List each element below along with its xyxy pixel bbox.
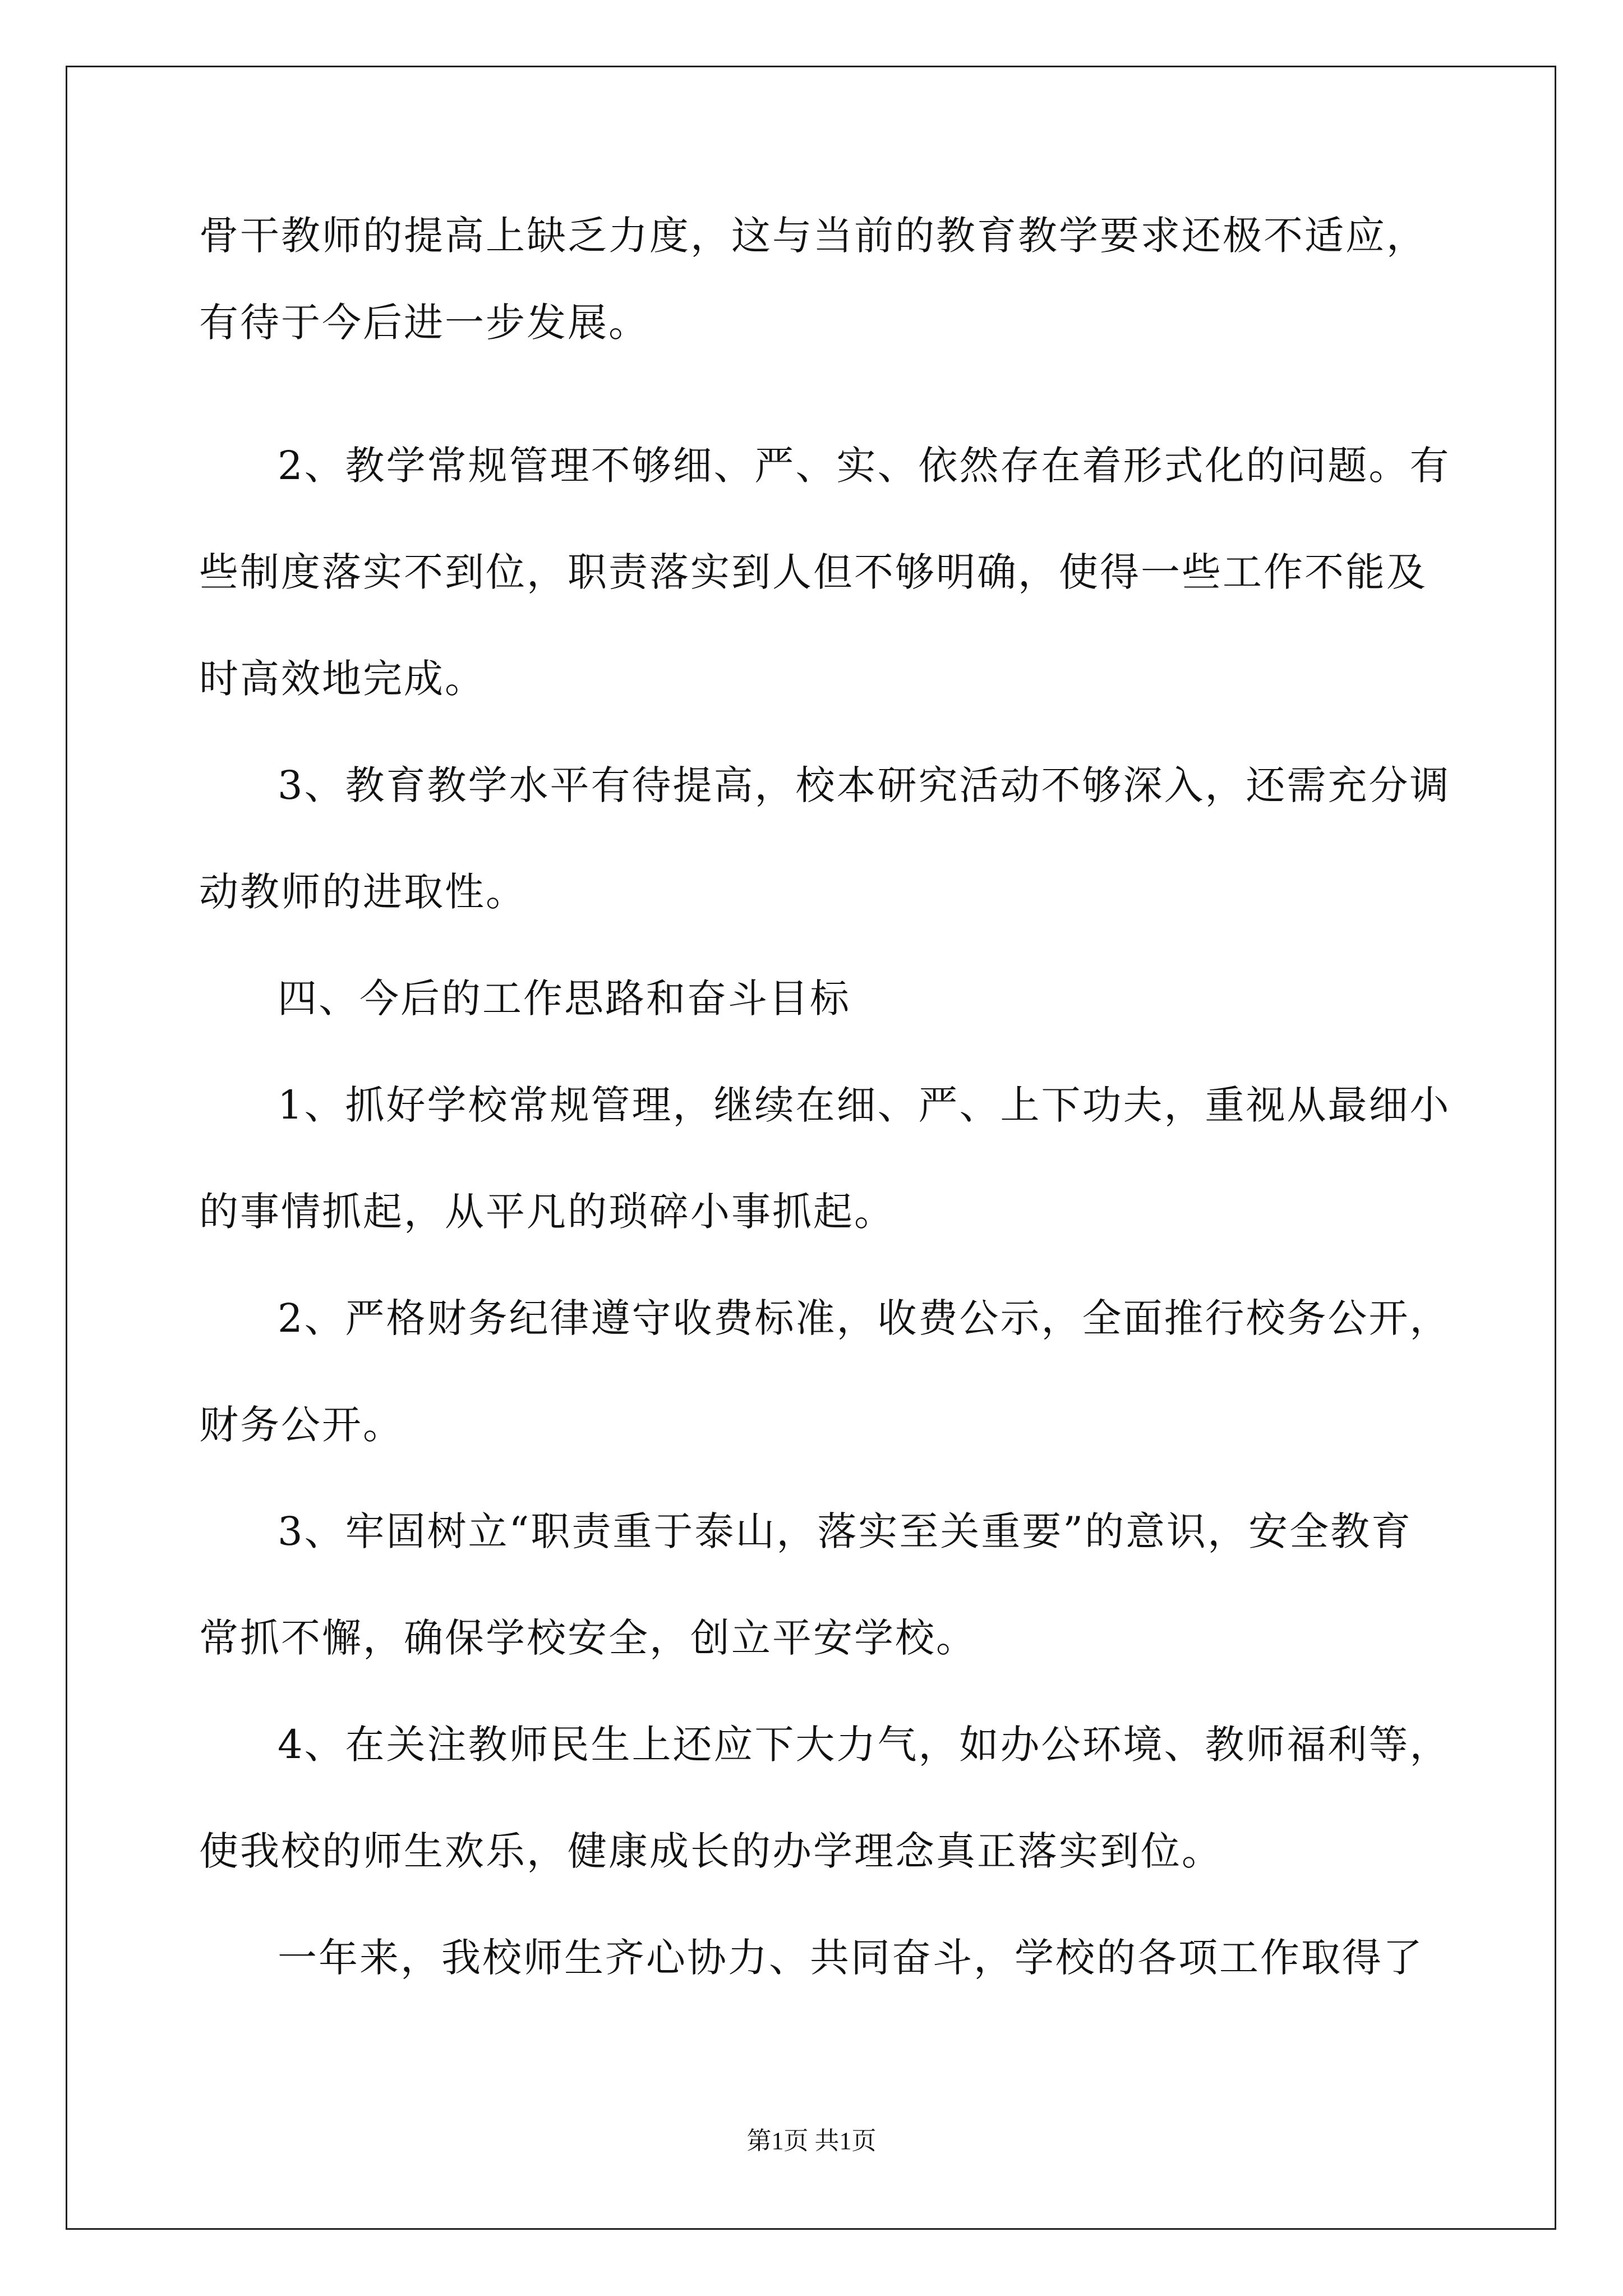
text-line: 1、抓好学校常规管理，继续在细、严、上下功夫，重视从最细小 — [278, 1082, 1451, 1128]
text-line: 时高效地完成。 — [199, 656, 486, 702]
page-border — [66, 66, 1556, 2230]
text-line: 常抓不懈，确保学校安全，创立平安学校。 — [199, 1615, 977, 1661]
text-line: 财务公开。 — [199, 1402, 404, 1448]
text-line: 3、牢固树立“职责重于泰山，落实至关重要”的意识，安全教育 — [278, 1508, 1413, 1554]
section-heading: 四、今后的工作思路和奋斗目标 — [278, 976, 851, 1022]
page-footer: 第1页 共1页 — [746, 2127, 877, 2155]
text-line: 2、教学常规管理不够细、严、实、依然存在着形式化的问题。有 — [278, 443, 1451, 489]
text-line: 有待于今后进一步发展。 — [199, 300, 649, 346]
text-line: 4、在关注教师民生上还应下大力气，如办公环境、教师福利等， — [278, 1722, 1451, 1768]
text-line: 一年来，我校师生齐心协力、共同奋斗，学校的各项工作取得了 — [278, 1935, 1424, 1981]
text-line: 动教师的进取性。 — [199, 869, 527, 915]
text-line: 的事情抓起，从平凡的琐碎小事抓起。 — [199, 1189, 895, 1235]
text-line: 使我校的师生欢乐，健康成长的办学理念真正落实到位。 — [199, 1828, 1223, 1874]
text-line: 骨干教师的提高上缺乏力度，这与当前的教育教学要求还极不适应， — [199, 213, 1427, 259]
text-line: 些制度落实不到位，职责落实到人但不够明确，使得一些工作不能及 — [199, 549, 1427, 595]
text-line: 2、严格财务纪律遵守收费标准，收费公示，全面推行校务公开， — [278, 1295, 1451, 1341]
text-line: 3、教育教学水平有待提高，校本研究活动不够深入，还需充分调 — [278, 762, 1451, 808]
